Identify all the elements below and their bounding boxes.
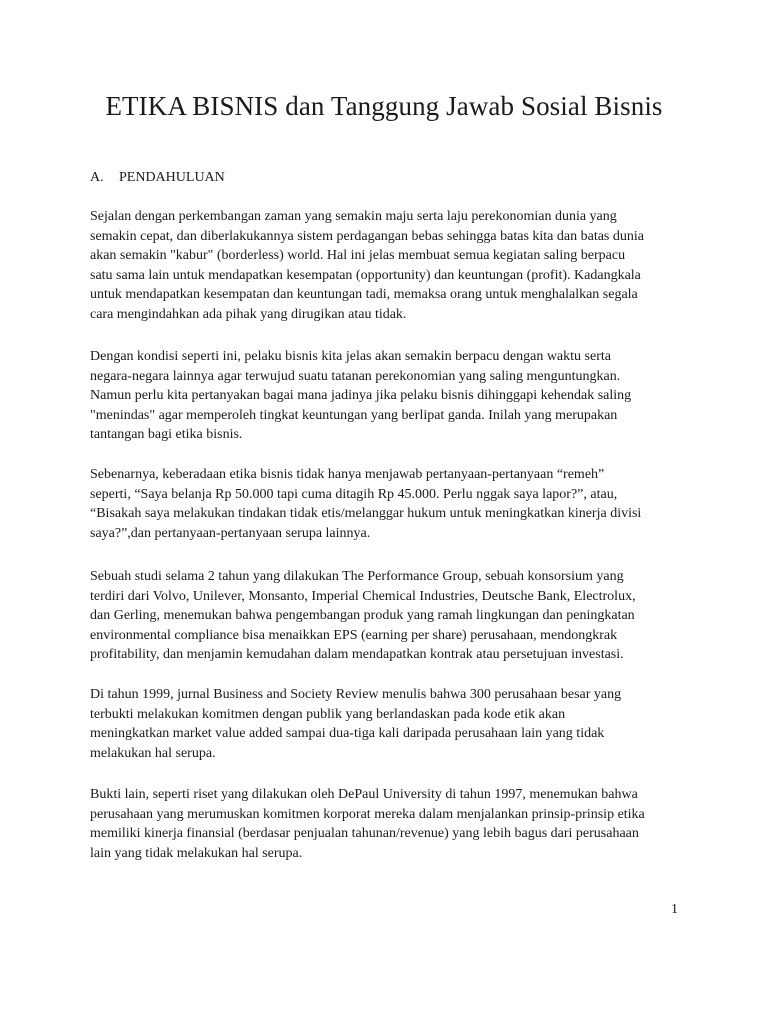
paragraph-line: melakukan hal serupa. [90, 745, 216, 761]
paragraph-line: Di tahun 1999, jurnal Business and Society Review menulis bahwa 300 perusahaan besar yang [90, 687, 622, 702]
paragraph-line: perusahaan yang merumuskan komitmen korporat mereka dalam menjalankan prinsip-prinsip etika [90, 806, 645, 822]
paragraph-line: dan Gerling, menemukan bahwa pengembangan produk yang ramah lingkungan dan peningkatan [90, 608, 635, 623]
paragraph-line: memiliki kinerja finansial (berdasar penjualan tahunan/revenue) yang lebih bagus dari perusahaan [90, 826, 639, 841]
paragraph-line: terbukti melakukan komitmen dengan publik yang berlandaskan pada kode etik akan [90, 706, 566, 722]
paragraph-line: terdiri dari Volvo, Unilever, Monsanto, Imperial Chemical Industries, Deutsche Bank, Electrolux, [90, 588, 636, 604]
paragraph-line: "menindas" agar memperoleh tingkat keuntungan yang berlipat ganda. Inilah yang merupakan [90, 407, 618, 423]
paragraph [90, 347, 680, 445]
paragraph-line: semakin cepat, dan diberlakukannya sistem perdagangan bebas sehingga batas kita dan batas dunia [90, 228, 644, 244]
section-number: A. [90, 170, 104, 185]
paragraph-line: Sebenarnya, keberadaan etika bisnis tidak hanya menjawab pertanyaan-pertanyaan “remeh” [90, 467, 605, 482]
paragraph-line: akan semakin "kabur" (borderless) world. Hal ini jelas membuat semua kegiatan saling berpacu [90, 248, 626, 263]
paragraph [90, 465, 680, 543]
paragraph-line: “Bisakah saya melakukan tindakan tidak etis/melanggar hukum untuk meningkatkan kinerja divisi [90, 506, 642, 521]
paragraph [90, 207, 680, 324]
paragraph-line: Bukti lain, seperti riset yang dilakukan oleh DePaul University di tahun 1997, menemukan bahwa [90, 787, 638, 802]
paragraph-line: seperti, “Saya belanja Rp 50.000 tapi cuma ditagih Rp 45.000. Perlu nggak saya lapor?”, atau, [90, 486, 618, 502]
paragraph-line: satu sama lain untuk mendapatkan kesempatan (opportunity) dan keuntungan (profit). Kadangkala [90, 267, 641, 283]
paragraph-line: untuk mendapatkan kesempatan dan keuntungan tadi, memaksa orang untuk menghalalkan segala [90, 287, 638, 302]
paragraph-line: Dengan kondisi seperti ini, pelaku bisnis kita jelas akan semakin berpacu dengan waktu serta [90, 349, 611, 364]
paragraph [90, 685, 680, 763]
paragraph [90, 785, 680, 863]
section-heading-text: PENDAHULUAN [119, 170, 225, 185]
paragraph-line: cara mengindahkan ada pihak yang dirugikan atau tidak. [90, 306, 407, 322]
document-title: ETIKA BISNIS dan Tanggung Jawab Sosial Bisnis [105, 91, 663, 121]
paragraph-line: profitability, dan menjamin kemudahan dalam mendapatkan kontrak atau persetujuan investasi. [90, 647, 624, 662]
paragraph [90, 567, 680, 665]
paragraph-line: negara-negara lainnya agar terwujud suatu tatanan perekonomian yang saling menguntungkan. [90, 368, 621, 384]
section-heading [90, 168, 225, 188]
page-number: 1 [671, 902, 678, 917]
paragraph-line: meningkatkan market value added sampai dua-tiga kali daripada perusahaan lain yang tidak [90, 726, 605, 741]
paragraph-line: environmental compliance bisa menaikkan EPS (earning per share) perusahaan, mendongkrak [90, 627, 618, 643]
paragraph-line: tantangan bagi etika bisnis. [90, 427, 243, 442]
paragraph-line: lain yang tidak melakukan hal serupa. [90, 845, 303, 861]
paragraph-line: saya?”,dan pertanyaan-pertanyaan serupa lainnya. [90, 525, 371, 541]
paragraph-line: Namun perlu kita pertanyakan bagai mana jadinya jika pelaku bisnis dihinggapi kehendak saling [90, 388, 632, 403]
paragraph-line: Sejalan dengan perkembangan zaman yang semakin maju serta laju perekonomian dunia yang [90, 209, 617, 224]
paragraph-line: Sebuah studi selama 2 tahun yang dilakukan The Performance Group, sebuah konsorsium yang [90, 569, 624, 584]
